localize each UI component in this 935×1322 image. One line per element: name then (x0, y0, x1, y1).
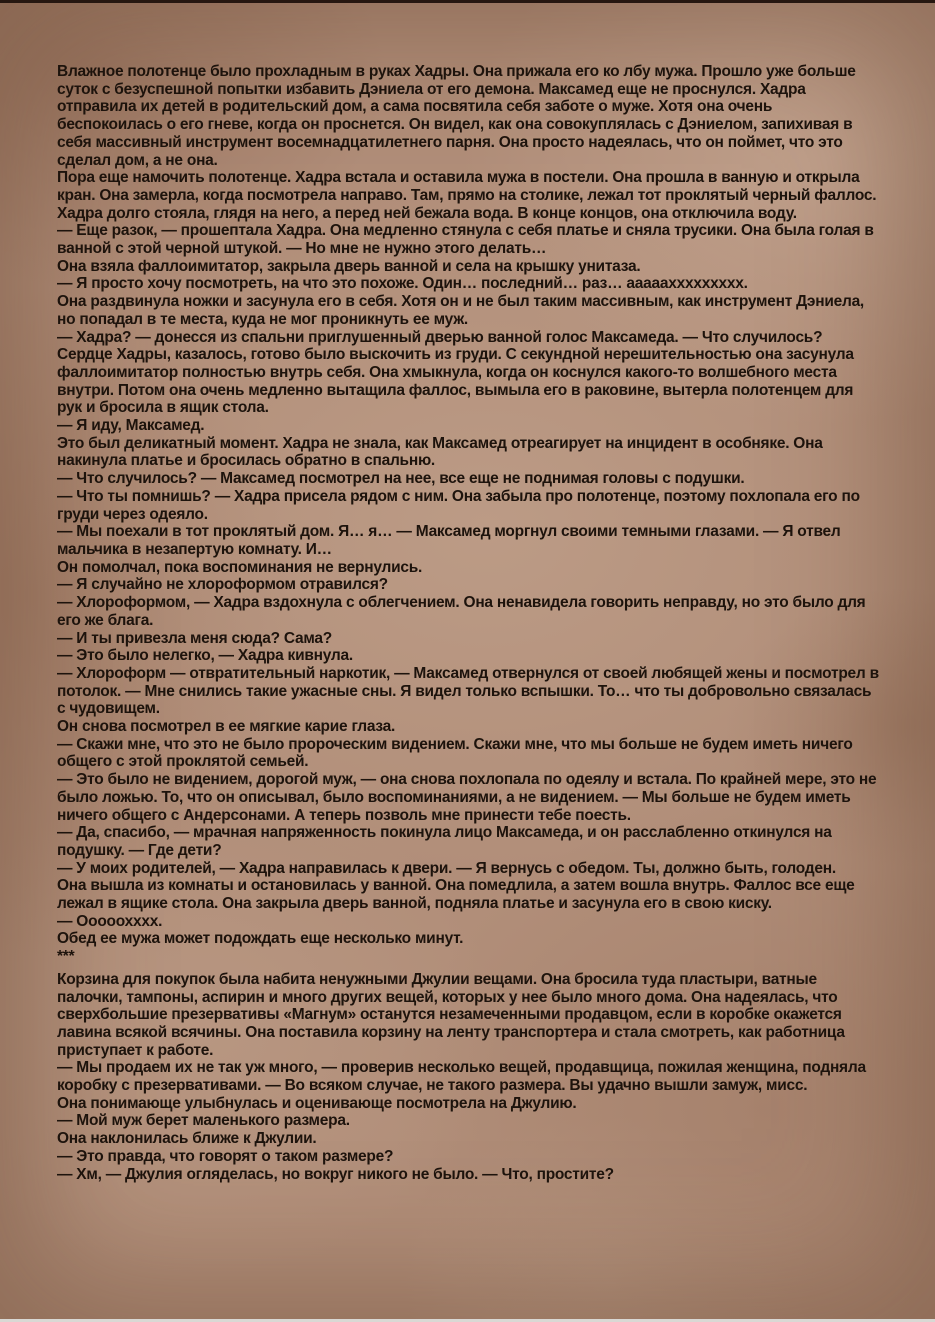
paragraph: — Я случайно не хлороформом отравился? (57, 576, 388, 594)
paragraph: — Хлороформ — отвратительный наркотик, — Максамед отвернулся от своей любящей жены и посмотрел в потолок. — Мне снились такие ужасные сны. Я видел только вспышки. То… что ты добровольно связалась с чудовищем. (57, 664, 879, 718)
paragraph: — Мы продаем их не так уж много, — проверив несколько вещей, продавщица, пожилая женщина, подняла коробку с презервативами. — Во всяком случае, не такого размера. Вы удачно вышли замуж, мисс. (57, 1059, 866, 1095)
paragraph: — Это было не видением, дорогой муж, — она снова похлопала по одеялу и встала. По крайней мере, это не было ложью. То, что он описывал, было воспоминаниями, а не видением. — Мы больше не будем иметь ничего общего с Андерсонами. А теперь позволь мне принести тебе поесть. (57, 771, 877, 824)
paragraph: Влажное полотенце было прохладным в руках Хадры. Она прижала его ко лбу мужа. Прошло уже больше суток с безуспешной попытки избавить Дэниела от его демона. Максамед еще не проснулся. Хадра отправила их детей в родительский дом, а сама посвятила себя заботе о муже. Хотя она очень беспокоилась о его гневе, когда он проснется. Он видел, как она совокуплялась с Дэниелом, запихивая в себя массивный инструмент восемнадцатилетнего парня. Она просто надеялась, что он поймет, что это сделал дом, а не она. (57, 63, 856, 169)
paragraph: — Скажи мне, что это не было пророческим видением. Скажи мне, что мы больше не будем иметь ничего общего с этой проклятой семьей. (57, 735, 853, 771)
paragraph: Она понимающе улыбнулась и оценивающе посмотрела на Джулию. (57, 1094, 577, 1112)
paragraph: Она наклонилась ближе к Джулии. (57, 1130, 317, 1148)
text-column (57, 63, 881, 1183)
paragraph: — Ооооохххх. (57, 912, 163, 930)
paragraph: — Мы поехали в тот проклятый дом. Я… я… — Максамед моргнул своими темными глазами. — Я отвел мальчика в незапертую комнату. И… (57, 523, 841, 558)
paragraph: Она взяла фаллоимитатор, закрыла дверь ванной и села на крышку унитаза. (57, 257, 641, 275)
paragraph: — И ты привезла меня сюда? Сама? (57, 629, 333, 647)
paragraph: — Это правда, что говорят о таком размере? (57, 1147, 394, 1165)
paragraph: — Хадра? — донесся из спальни приглушенный дверью ванной голос Максамеда. — Что случилось? (57, 328, 823, 346)
paragraph: Она вышла из комнаты и остановилась у ванной. Она помедлила, а затем вошла внутрь. Фаллос все еще лежал в ящике стола. Она закрыла дверь ванной, подняла платье и засунула его в свою киску. (57, 877, 855, 913)
paragraph: — Это было нелегко, — Хадра кивнула. (57, 647, 353, 665)
paragraph: Она раздвинула ножки и засунула его в себя. Хотя он и не был таким массивным, как инструмент Дэниела, но попадал в те места, куда не мог проникнуть ее муж. (57, 293, 864, 328)
paragraph: — Хм, — Джулия огляделась, но вокруг никого не было. — Что, простите? (57, 1165, 614, 1183)
paragraph: Он помолчал, пока воспоминания не вернулись. (57, 558, 423, 576)
paragraph: Обед ее мужа может подождать еще несколько минут. (57, 930, 464, 948)
paragraph: — Да, спасибо, — мрачная напряженность покинула лицо Максамеда, и он расслабленно откинулся на подушку. — Где дети? (57, 824, 832, 859)
paragraph: Сердце Хадры, казалось, готово было выскочить из груди. С секундной нерешительностью она засунула фаллоимитатор полностью внутрь себя. Она хмыкнула, когда он коснулся какого-то волшебного места внутри. Потом она очень медленно вытащила фаллос, вымыла его в раковине, вытерла полотенцем для рук и бросила в ящик стола. (57, 346, 854, 417)
paragraph: Корзина для покупок была набита ненужными Джулии вещами. Она бросила туда пластыри, ватные палочки, тампоны, аспирин и много других вещей, которых у нее было много дома. Она надеялась, что сверхбольшие презервативы «Магнум» останутся незамеченными продавцом, если в коробке окажется лавина всякой всячины. Она поставила корзину на ленту транспортера и стала смотреть, как работница приступает к работе. (57, 970, 845, 1059)
paragraph: — Мой муж берет маленького размера. (57, 1112, 350, 1130)
paragraph: — Хлороформом, — Хадра вздохнула с облегчением. Она ненавидела говорить неправду, но это было для его же блага. (57, 594, 866, 629)
paragraph: — Что ты помнишь? — Хадра присела рядом с ним. Она забыла про полотенце, поэтому похлопала его по груди через одеяло. (57, 487, 860, 523)
paragraph: — Еще разок, — прошептала Хадра. Она медленно стянула с себя платье и сняла трусики. Она была голая в ванной с этой черной штукой. — Но мне не нужно этого делать… (57, 222, 874, 258)
paragraph: — У моих родителей, — Хадра направилась к двери. — Я вернусь с обедом. Ты, должно быть, голоден. (57, 859, 836, 877)
paragraph: — Я иду, Максамед. (57, 417, 205, 435)
section-separator: *** (57, 948, 75, 966)
paragraph: — Я просто хочу посмотреть, на что это похоже. Один… последний… раз… аааааххххххххх. (57, 275, 748, 293)
paragraph: Он снова посмотрел в ее мягкие карие глаза. (57, 718, 396, 736)
paragraph: — Что случилось? — Максамед посмотрел на нее, все еще не поднимая головы с подушки. (57, 470, 745, 488)
paragraph: Это был деликатный момент. Хадра не знала, как Максамед отреагирует на инцидент в особняке. Она накинула платье и бросилась обратно в спальню. (57, 434, 823, 470)
paragraph: Пора еще намочить полотенце. Хадра встала и оставила мужа в постели. Она прошла в ванную и открыла кран. Она замерла, когда посмотрела направо. Там, прямо на столике, лежал тот проклятый черный фаллос. Хадра долго стояла, глядя на него, а перед ней бежала вода. В конце концов, она отключила воду. (57, 169, 877, 222)
screen-top-edge (0, 0, 935, 3)
